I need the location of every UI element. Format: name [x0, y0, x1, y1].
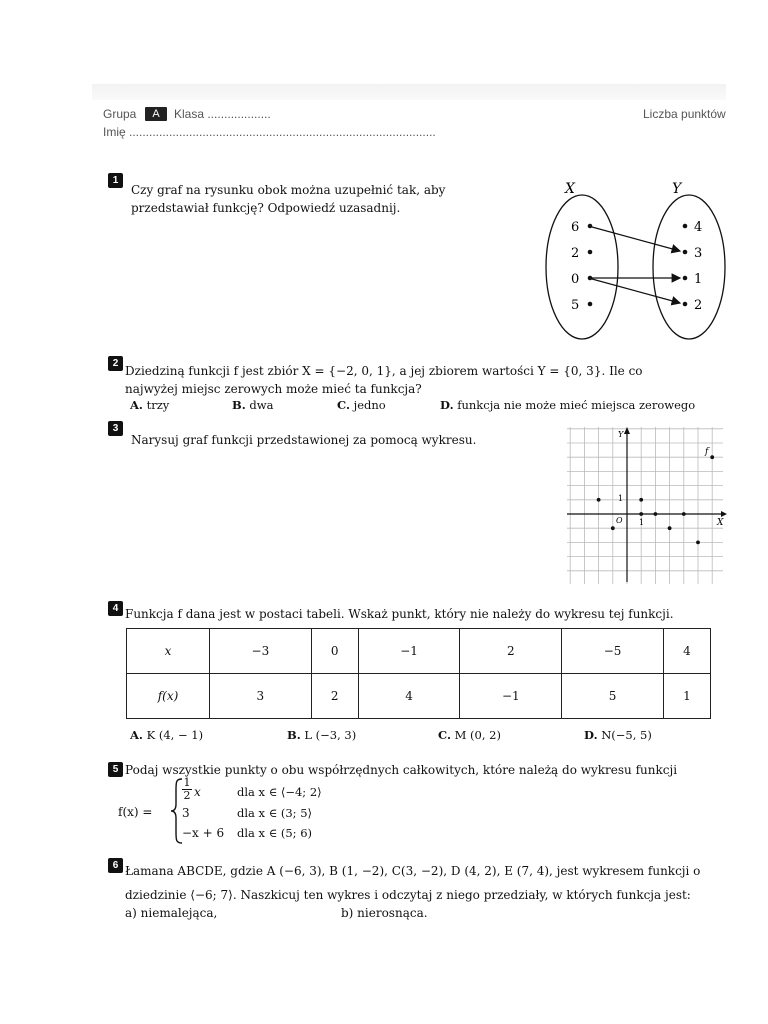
graph-point [710, 455, 714, 459]
unit-y-label: 1 [618, 494, 624, 503]
graph-point [611, 526, 615, 530]
origin-label: O [616, 516, 623, 525]
set-x-ellipse [546, 195, 618, 339]
class-label: Klasa ................... [174, 107, 271, 121]
function-label: f [705, 447, 709, 457]
task-6-text-line1: Łamana ABCDE, gdzie A (−6, 3), B (1, −2), C(3, −2), D (4, 2), E (7, 4), jest wykresem funkcji o [125, 864, 701, 878]
x-element-label: 5 [571, 298, 580, 313]
graph-point [682, 512, 686, 516]
y-element-label: 1 [694, 272, 703, 287]
table-cell: 1 [663, 674, 710, 719]
answer-option: B. dwa [232, 398, 274, 412]
table-cell: −5 [562, 629, 664, 674]
table-header-cell: x [127, 629, 210, 674]
task-3-text: Narysuj graf funkcji przedstawionej za pomocą wykresu. [131, 433, 477, 447]
unit-x-label: 1 [639, 518, 645, 527]
y-element-dot [683, 250, 688, 255]
y-axis-label: Y [618, 430, 624, 439]
table-cell: 2 [460, 629, 562, 674]
x-element-label: 0 [571, 272, 580, 287]
piecewise-lhs: f(x) = [118, 805, 153, 819]
y-element-label: 4 [694, 220, 703, 235]
table-cell: −1 [460, 674, 562, 719]
task-number: 3 [108, 421, 123, 436]
table-row [127, 629, 711, 674]
set-y-ellipse [653, 195, 725, 339]
answer-option: C. M (0, 2) [438, 728, 501, 742]
mapping-arrow [592, 279, 680, 303]
task-2-text-line1: Dziedziną funkcji f jest zbiór X = {−2, 0, 1}, a jej zbiorem wartości Y = {0, 3}. Ile co [125, 364, 643, 378]
table-cell: 0 [311, 629, 358, 674]
table-cell: −1 [358, 629, 460, 674]
function-table [126, 628, 711, 719]
answer-option: C. jedno [337, 398, 386, 412]
table-row [127, 674, 711, 719]
x-element-dot [588, 250, 593, 255]
function-graph [567, 427, 727, 584]
y-element-dot [683, 302, 688, 307]
x-axis-arrow [721, 511, 727, 517]
task-2-text-line2: najwyżej miejsc zerowych może mieć ta funkcja? [125, 382, 422, 396]
task-number: 2 [108, 356, 123, 371]
task-6-text-line2: dziedzinie ⟨−6; 7⟩. Naszkicuj ten wykres i odczytaj z niego przedziały, w których funkcja jest: [125, 888, 691, 902]
group-label: Grupa [103, 107, 137, 121]
task-number: 5 [108, 762, 123, 777]
case-1-condition: dla x ∈ ⟨−4; 2⟩ [237, 785, 322, 799]
table-cell: −3 [210, 629, 312, 674]
graph-point [654, 512, 658, 516]
graph-point [696, 541, 700, 545]
answer-option: A. K (4, − 1) [130, 728, 204, 742]
table-header-cell: f(x) [127, 674, 210, 719]
graph-grid [567, 427, 723, 584]
x-element-label: 2 [571, 246, 580, 261]
y-element-label: 3 [694, 246, 703, 261]
task-number: 1 [108, 173, 123, 188]
x-element-label: 6 [571, 220, 580, 235]
points-label: Liczba punktów [643, 107, 726, 121]
task-number: 6 [108, 858, 123, 873]
task-6-part-a: a) niemalejąca, [125, 906, 218, 920]
task-6-part-b: b) nierosnąca. [341, 906, 428, 920]
task-1-text: Czy graf na rysunku obok można uzupełnić tak, aby przedstawiał funkcję? Odpowiedź uzasadnij. [131, 183, 446, 215]
task-4-text: Funkcja f dana jest w postaci tabeli. Wskaż punkt, który nie należy do wykresu tej funkcji. [125, 607, 674, 621]
name-label: Imię ............................................................................................ [103, 125, 436, 139]
answer-option: B. L (−3, 3) [287, 728, 357, 742]
graph-point [639, 498, 643, 502]
case-3-expression: −x + 6 [182, 826, 225, 840]
y-element-dot [683, 276, 688, 281]
case-2-expression: 3 [182, 806, 190, 820]
y-element-label: 2 [694, 298, 703, 313]
answer-option: D. funkcja nie może mieć miejsca zerowego [440, 398, 696, 412]
x-axis-label: X [717, 518, 724, 528]
y-element-dot [683, 224, 688, 229]
answer-option: D. N(−5, 5) [584, 728, 652, 742]
graph-point [668, 526, 672, 530]
fraction: 1 2 [183, 776, 191, 802]
graph-point [639, 512, 643, 516]
set-y-label: Y [672, 181, 682, 197]
case-1-expression: x [194, 785, 201, 799]
graph-point [597, 498, 601, 502]
x-element-dot [588, 224, 593, 229]
table-cell: 4 [358, 674, 460, 719]
y-axis-arrow [624, 427, 630, 434]
group-badge: A [145, 107, 167, 121]
table-cell: 3 [210, 674, 312, 719]
mapping-arrow [592, 227, 680, 251]
x-element-dot [588, 302, 593, 307]
table-cell: 5 [562, 674, 664, 719]
case-2-condition: dla x ∈ (3; 5⟩ [237, 806, 312, 820]
arrow-diagram [540, 175, 730, 345]
task-number: 4 [108, 601, 123, 616]
table-cell: 2 [311, 674, 358, 719]
header-band [92, 84, 726, 100]
case-3-condition: dla x ∈ (5; 6) [237, 826, 312, 840]
set-x-label: X [565, 181, 575, 197]
answer-option: A. trzy [130, 398, 170, 412]
x-element-dot [588, 276, 593, 281]
table-cell: 4 [663, 629, 710, 674]
task-5-text: Podaj wszystkie punkty o obu współrzędnych całkowitych, które należą do wykresu funkcji [125, 763, 678, 777]
